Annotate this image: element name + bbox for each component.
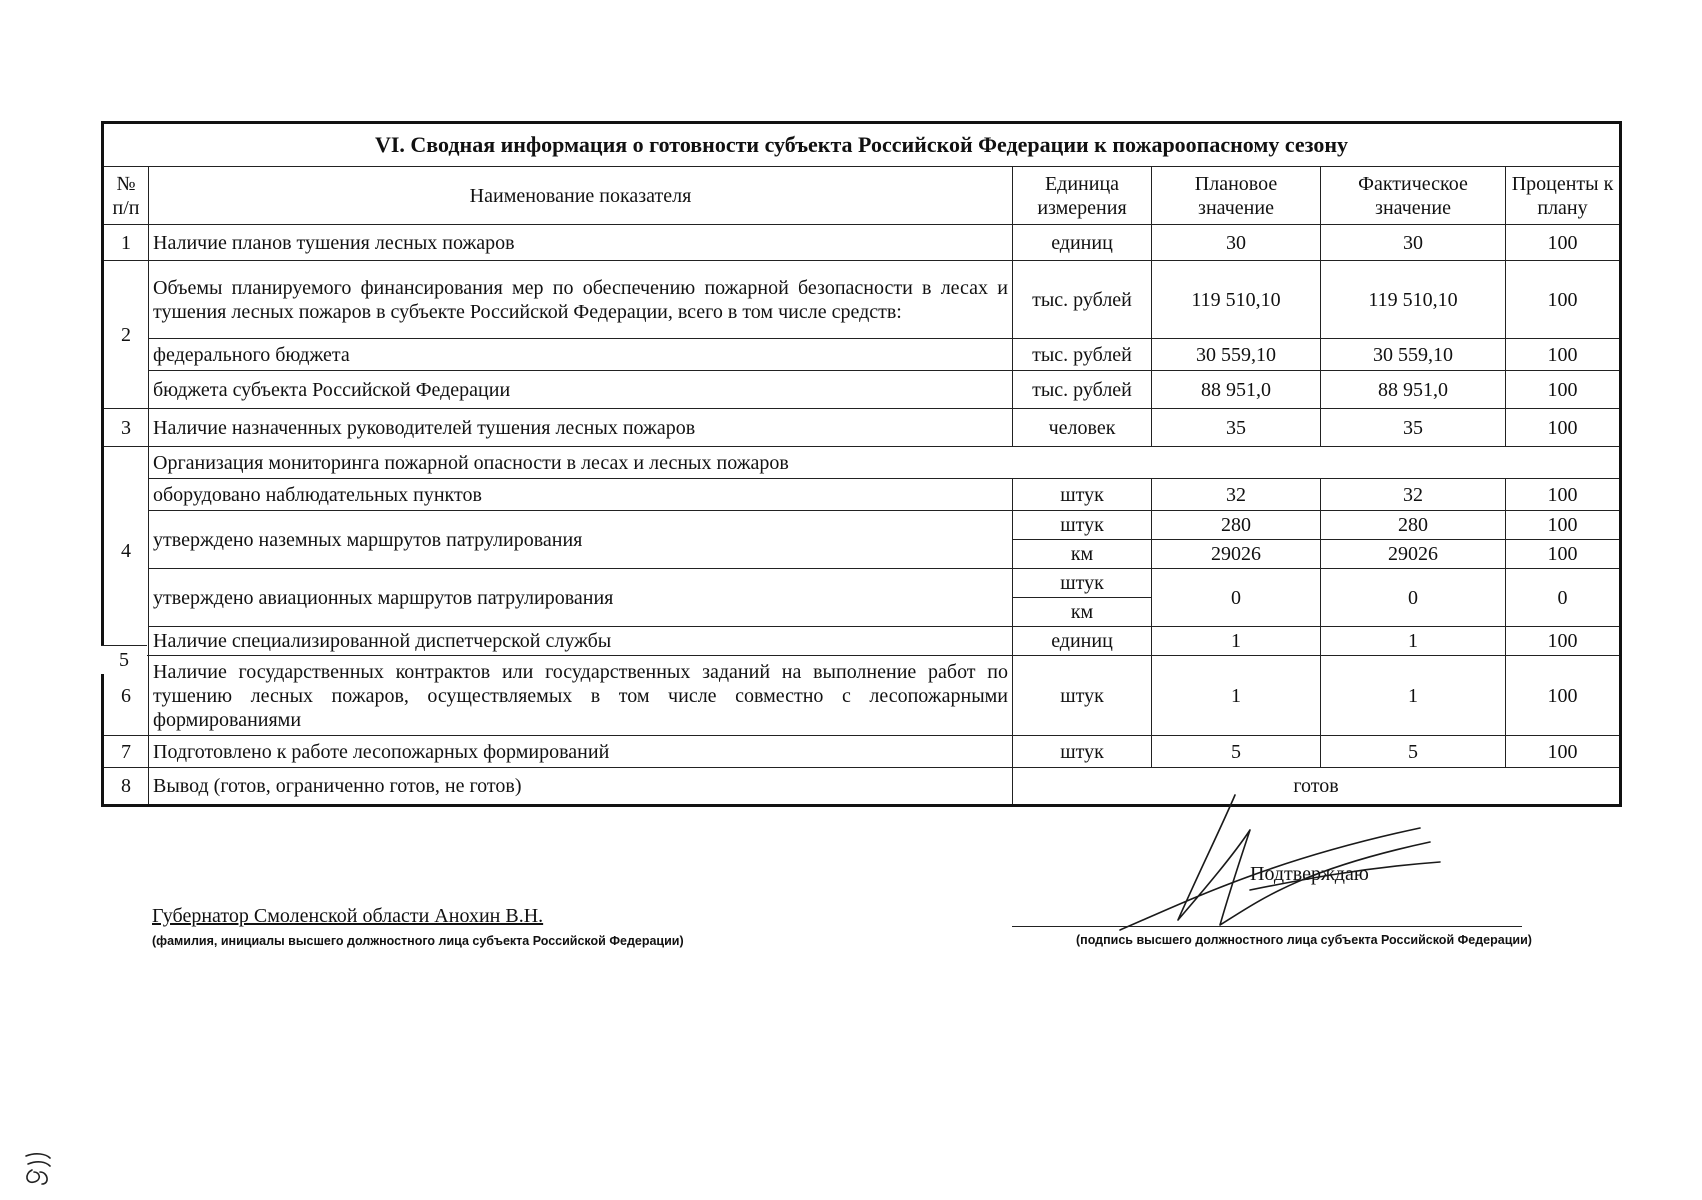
row-name: бюджета субъекта Российской Федерации [149,371,1013,409]
row-num: 8 [103,768,149,806]
header-percent: Проценты к плану [1506,167,1621,225]
row-unit: км [1013,540,1152,569]
row-fact: 280 [1321,511,1506,540]
header-unit: Единица измерения [1013,167,1152,225]
governor-caption: (фамилия, инициалы высшего должностного лица субъекта Российской Федерации) [152,934,684,948]
row-percent: 100 [1506,511,1621,540]
row-name: оборудовано наблюдательных пунктов [149,479,1013,511]
row-percent: 100 [1506,627,1621,656]
confirm-label: Подтверждаю [1250,863,1369,885]
row-unit: штук [1013,511,1152,540]
row-plan: 280 [1152,511,1321,540]
row-name: утверждено наземных маршрутов патрулирования [149,511,1013,569]
header-row [103,167,1621,225]
row-name: Организация мониторинга пожарной опасности в лесах и лесных пожаров [149,447,1621,479]
row-fact: 32 [1321,479,1506,511]
row-percent: 0 [1506,569,1621,627]
header-num: № п/п [103,167,149,225]
readiness-table [101,121,1622,807]
row-plan: 29026 [1152,540,1321,569]
table-row [103,409,1621,447]
row-unit: км [1013,598,1152,627]
header-fact: Фактическое значение [1321,167,1506,225]
row-unit: штук [1013,569,1152,598]
row-plan: 1 [1152,627,1321,656]
row-name: федерального бюджета [149,339,1013,371]
table-row [103,261,1621,339]
row-name: Наличие специализированной диспетчерской службы [149,627,1013,656]
row-plan: 88 951,0 [1152,371,1321,409]
row-percent: 100 [1506,736,1621,768]
row-num: 1 [103,225,149,261]
row-fact: 30 559,10 [1321,339,1506,371]
row-num: 7 [103,736,149,768]
row-plan: 30 [1152,225,1321,261]
row-plan: 0 [1152,569,1321,627]
row-percent: 100 [1506,656,1621,736]
table-title: VI. Сводная информация о готовности субъекта Российской Федерации к пожароопасному сезону [103,123,1621,167]
row-unit: тыс. рублей [1013,261,1152,339]
row-num: 4 [103,447,149,656]
row-unit: человек [1013,409,1152,447]
row-unit: тыс. рублей [1013,339,1152,371]
row-plan: 119 510,10 [1152,261,1321,339]
table-row [103,479,1621,511]
row-unit: единиц [1013,627,1152,656]
row-unit: штук [1013,736,1152,768]
row-fact: 88 951,0 [1321,371,1506,409]
row-fact: 30 [1321,225,1506,261]
table-row [103,569,1621,598]
table-row [103,225,1621,261]
header-name: Наименование показателя [149,167,1013,225]
row-plan: 1 [1152,656,1321,736]
row-percent: 100 [1506,225,1621,261]
row-percent: 100 [1506,540,1621,569]
row-fact: 29026 [1321,540,1506,569]
row-name: Наличие планов тушения лесных пожаров [149,225,1013,261]
table-row [103,339,1621,371]
row-fact: 119 510,10 [1321,261,1506,339]
row-num: 2 [103,261,149,409]
row-fact: 1 [1321,656,1506,736]
row-unit: штук [1013,656,1152,736]
row-5-num: 5 [101,645,147,674]
governor-block [152,905,684,948]
row-plan: 30 559,10 [1152,339,1321,371]
row-name: Подготовлено к работе лесопожарных формирований [149,736,1013,768]
row-name: Вывод (готов, ограниченно готов, не готов) [149,768,1013,806]
row-percent: 100 [1506,409,1621,447]
row-percent: 100 [1506,479,1621,511]
table-row [103,656,1621,736]
row-fact: 5 [1321,736,1506,768]
table-row [103,371,1621,409]
row-fact: 35 [1321,409,1506,447]
row-unit: единиц [1013,225,1152,261]
row-plan: 5 [1152,736,1321,768]
row-name: Наличие назначенных руководителей тушения лесных пожаров [149,409,1013,447]
table-row [103,627,1621,656]
row-num: 3 [103,409,149,447]
row-name: Наличие государственных контрактов или государственных заданий на выполнение работ по тушению лесных пожаров, осуществляемых в том числе совместно с лесопожарными формированиями [149,656,1013,736]
conclusion-value: готов [1013,768,1621,806]
page-number-mark [18,1150,58,1190]
signature-caption: (подпись высшего должностного лица субъекта Российской Федерации) [1076,933,1532,947]
row-name: Объемы планируемого финансирования мер по обеспечению пожарной безопасности в лесах и тушения лесных пожаров в субъекте Российской Федерации, всего в том числе средств: [149,261,1013,339]
table-row [103,447,1621,479]
row-fact: 1 [1321,627,1506,656]
row-percent: 100 [1506,371,1621,409]
signature-scribble [1100,790,1460,940]
header-plan: Плановое значение [1152,167,1321,225]
table-row [103,736,1621,768]
row-plan: 32 [1152,479,1321,511]
row-num: 6 [103,656,149,736]
row-unit: тыс. рублей [1013,371,1152,409]
governor-name: Губернатор Смоленской области Анохин В.Н. [152,905,544,927]
table-row [103,511,1621,540]
row-name: утверждено авиационных маршрутов патрулирования [149,569,1013,627]
row-fact: 0 [1321,569,1506,627]
row-unit: штук [1013,479,1152,511]
row-plan: 35 [1152,409,1321,447]
row-percent: 100 [1506,261,1621,339]
row-percent: 100 [1506,339,1621,371]
